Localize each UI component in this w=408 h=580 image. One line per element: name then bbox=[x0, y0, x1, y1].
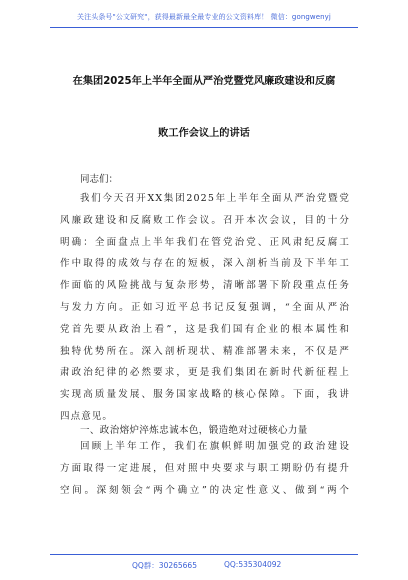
paragraph-line: 作面临的风险挑战与复杂形势，清晰部署下阶段重点任务 bbox=[60, 280, 350, 292]
paragraph-line: 方面取得一定进展，但对照中央要求与职工期盼仍有提升 bbox=[60, 462, 350, 474]
footer-qq-contact: QQ:535304092 bbox=[224, 560, 282, 569]
paragraph-1 bbox=[60, 188, 350, 428]
header-divider bbox=[50, 27, 358, 28]
paragraph-line: 与发力方向。正如习近平总书记反复强调，“全面从严治 bbox=[60, 301, 350, 313]
paragraph-line: 独特优势所在。深入剖析现状、精准部署未来，不仅是严 bbox=[60, 345, 350, 357]
section-heading-1: 一、政治熔炉淬炼忠诚本色，锻造绝对过硬核心力量 bbox=[80, 425, 308, 436]
paragraph-line: 风廉政建设和反腐败工作会议。召开本次会议，目的十分 bbox=[60, 214, 350, 226]
paragraph-line: 明确：全面盘点上半年我们在管党治党、正风肃纪反腐工 bbox=[60, 236, 350, 248]
paragraph-line: 空间。深刻领会“两个确立”的决定性意义、做到“两个 bbox=[60, 484, 350, 496]
footer-qq-group: QQ群：30265665 bbox=[132, 561, 197, 570]
document-title-line-2: 败工作会议上的讲话 bbox=[158, 128, 250, 139]
paragraph-2 bbox=[60, 436, 350, 501]
header-notice: 关注头条号"公文研究"，获得最新最全最专业的公文资料库！ 微信：gongwenyj bbox=[77, 13, 331, 21]
salutation: 同志们： bbox=[80, 174, 119, 185]
paragraph-line: 回顾上半年工作，我们在旗帜鲜明加强党的政治建设 bbox=[80, 441, 350, 452]
paragraph-line: 作中取得的成效与存在的短板，深入剖析当前及下半年工 bbox=[60, 258, 350, 270]
footer-divider bbox=[50, 554, 358, 555]
paragraph-line: 四点意见。 bbox=[60, 410, 114, 422]
document-title-line-1: 在集团2025年上半年全面从严治党暨党风廉政建设和反腐 bbox=[72, 76, 336, 87]
paragraph-line: 肃政治纪律的必然要求，更是我们集团在新时代新征程上 bbox=[60, 367, 350, 379]
paragraph-line: 党首先要从政治上看”，这是我们国有企业的根本属性和 bbox=[60, 323, 350, 335]
paragraph-line: 我们今天召开XX集团2025年上半年全面从严治党暨党 bbox=[80, 193, 350, 204]
paragraph-line: 实现高质量发展、服务国家战略的核心保障。下面，我讲 bbox=[60, 389, 350, 401]
